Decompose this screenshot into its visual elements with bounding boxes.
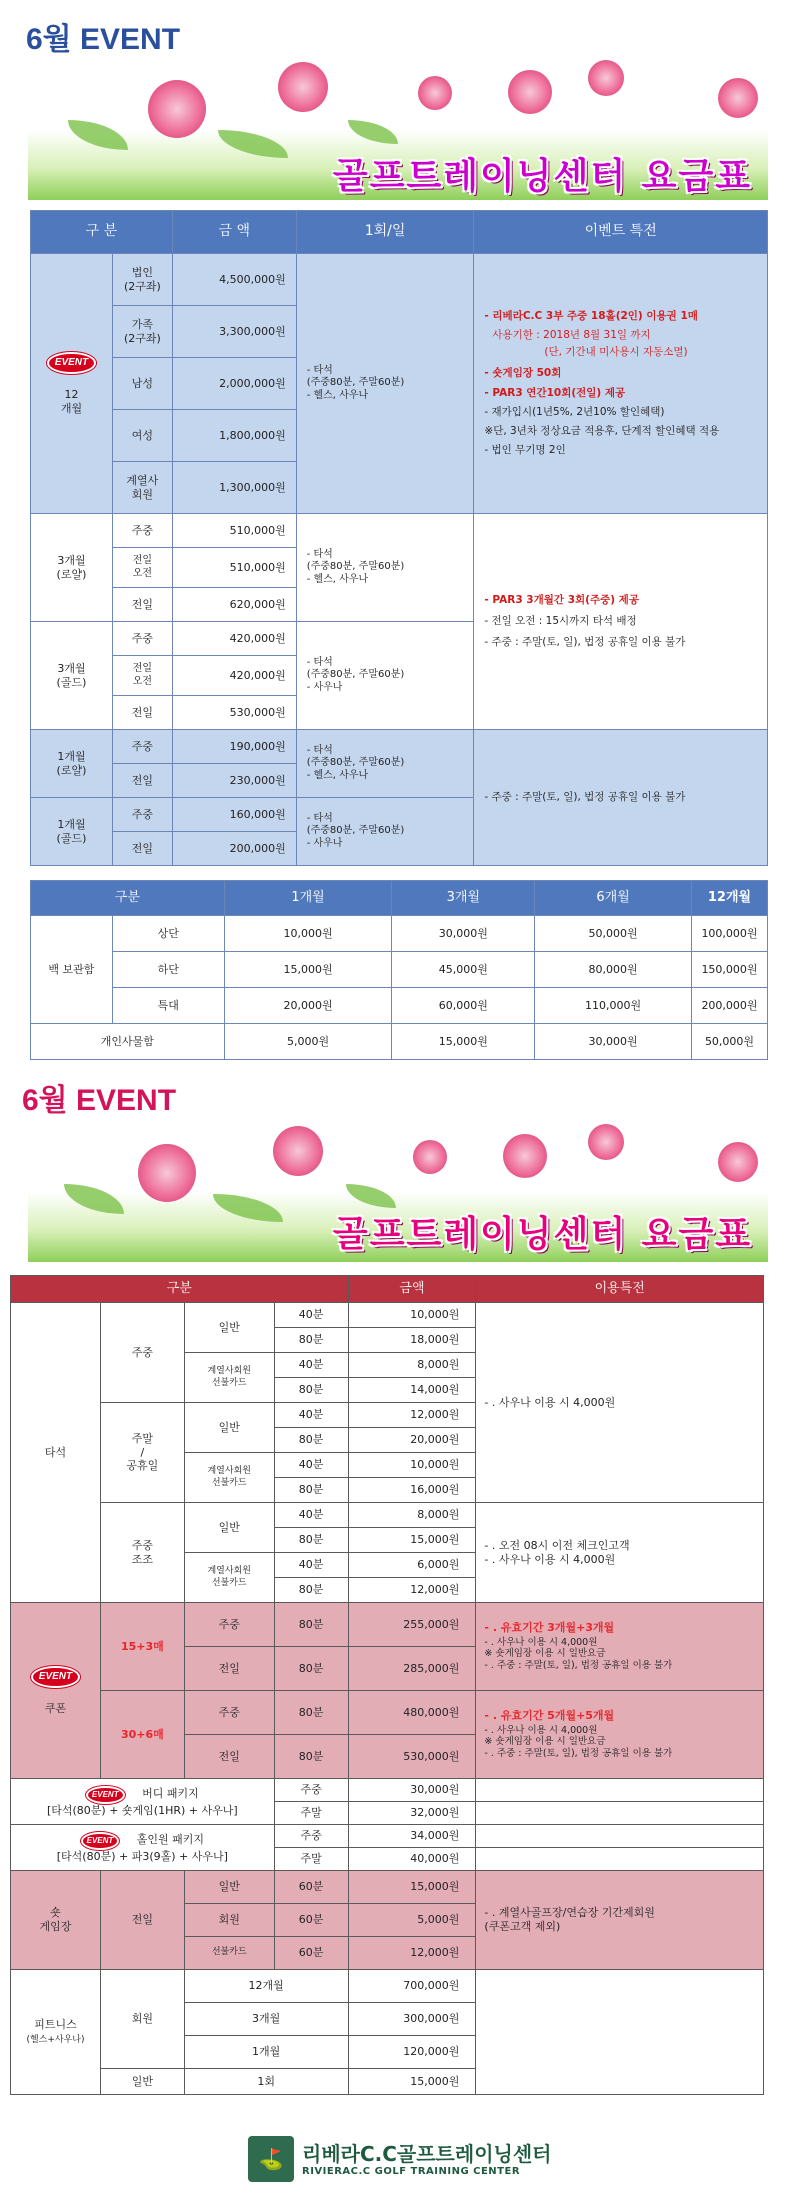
header-benefit: 이용특전 — [476, 1276, 764, 1303]
empty-cell — [476, 1848, 764, 1871]
price-cell: 12,000원 — [348, 1578, 476, 1603]
price-cell: 60,000원 — [392, 988, 535, 1024]
price-cell: 15,000원 — [348, 1528, 476, 1553]
service-cell: - 타석 (주중80분, 주말60분) - 사우나 — [296, 622, 474, 730]
locker-group: 백 보관함 — [31, 916, 113, 1024]
member-type: 전일 — [112, 588, 172, 622]
empty-cell — [476, 1779, 764, 1802]
coupon-30-6: 30+6매 — [100, 1691, 184, 1779]
time-cell: 80분 — [274, 1735, 348, 1779]
group-1-month-gold: 1개월 (골드) — [31, 798, 113, 866]
early-note: - . 오전 08시 이전 체크인고객 - . 사우나 이용 시 4,000원 — [476, 1503, 764, 1603]
price-cell: 15,000원 — [224, 952, 392, 988]
header-6-month: 6개월 — [535, 881, 692, 916]
general-label: 일반 — [184, 1303, 274, 1353]
member-type: 전일 오전 — [112, 656, 172, 696]
header-category: 구분 — [11, 1276, 349, 1303]
price-cell: 18,000원 — [348, 1328, 476, 1353]
time-cell: 40분 — [274, 1453, 348, 1478]
price-cell: 40,000원 — [348, 1848, 476, 1871]
price-cell: 30,000원 — [348, 1779, 476, 1802]
price-cell: 285,000원 — [348, 1647, 476, 1691]
empty-cell — [476, 1825, 764, 1848]
coupon-label: EVENT 쿠폰 — [11, 1603, 101, 1779]
time-cell: 80분 — [274, 1378, 348, 1403]
price-cell: 5,000원 — [224, 1024, 392, 1060]
member-type: 법인 (2구좌) — [112, 254, 172, 306]
price-cell: 160,000원 — [172, 798, 296, 832]
buddy-package: EVENT 버디 패키지 [타석(80분) + 숏게임(1HR) + 사우나] — [11, 1779, 275, 1825]
price-cell: 30,000원 — [392, 916, 535, 952]
price-cell: 300,000원 — [348, 2003, 476, 2036]
price-cell: 100,000원 — [692, 916, 768, 952]
header-category: 구 분 — [31, 211, 173, 254]
service-cell: - 타석 (주중80분, 주말60분) - 헬스, 사우나 — [296, 254, 474, 514]
member-type: 여성 — [112, 410, 172, 462]
early-label: 주중 조조 — [100, 1503, 184, 1603]
price-cell: 120,000원 — [348, 2036, 476, 2069]
time-cell: 60분 — [274, 1871, 348, 1904]
short-game-sub: 전일 — [100, 1871, 184, 1970]
header-amount: 금 액 — [172, 211, 296, 254]
day-cell: 주중 — [184, 1691, 274, 1735]
price-cell: 20,000원 — [348, 1428, 476, 1453]
event-benefit-12: - 리베라C.C 3부 주중 18홀(2인) 이용권 1매 사용기한 : 2018년 8월 31일 까지 (단, 기간내 미사용시 자동소멸) - 숏게임장 50회 - PAR3 연간10회(전일) 제공 - 재가입시(1년5%, 2년10% 할인혜택) ※단, 3년차 정상요금 적용후, 단계적 할인혜택 적용 - 법인 무기명 2인 — [474, 254, 768, 514]
price-cell: 150,000원 — [692, 952, 768, 988]
affiliate-label: 계열사회원 선불카드 — [184, 1553, 274, 1603]
short-game-note: - . 계열사골프장/연습장 기간제회원 (쿠폰고객 제외) — [476, 1871, 764, 1970]
affiliate-label: 계열사회원 선불카드 — [184, 1353, 274, 1403]
sauna-note: - . 사우나 이용 시 4,000원 — [476, 1303, 764, 1503]
time-cell: 80분 — [274, 1328, 348, 1353]
kind-cell: 3개월 — [184, 2003, 348, 2036]
member-type: 주중 — [112, 514, 172, 548]
banner-title: 골프트레이닝센터 요금표 — [332, 156, 752, 197]
golf-swing-icon: ⛳ — [248, 2136, 294, 2182]
price-cell: 480,000원 — [348, 1691, 476, 1735]
event-badge: EVENT — [31, 1666, 80, 1689]
fitness-member: 회원 — [100, 1970, 184, 2069]
price-cell: 620,000원 — [172, 588, 296, 622]
price-cell: 45,000원 — [392, 952, 535, 988]
footer-name-ko: 리베라C.C골프트레이닝센터 — [302, 2142, 552, 2166]
price-cell: 16,000원 — [348, 1478, 476, 1503]
price-cell: 190,000원 — [172, 730, 296, 764]
section1-heading: 6월 EVENT — [26, 23, 181, 56]
fitness-normal: 일반 — [100, 2069, 184, 2095]
price-cell: 255,000원 — [348, 1603, 476, 1647]
price-cell: 50,000원 — [692, 1024, 768, 1060]
price-cell: 8,000원 — [348, 1353, 476, 1378]
day-cell: 전일 — [184, 1735, 274, 1779]
time-cell: 80분 — [274, 1691, 348, 1735]
coupon-15-3: 15+3매 — [100, 1603, 184, 1691]
tasuk-label: 타석 — [11, 1303, 101, 1603]
header-3-month: 3개월 — [392, 881, 535, 916]
service-cell: - 타석 (주중80분, 주말60분) - 사우나 — [296, 798, 474, 866]
banner-title: 골프트레이닝센터 요금표 — [332, 1214, 752, 1255]
price-cell: 15,000원 — [348, 2069, 476, 2095]
time-cell: 80분 — [274, 1428, 348, 1453]
rate-table — [10, 1275, 764, 2095]
section2-heading: 6월 EVENT — [22, 1084, 177, 1117]
kind-cell: 선불카드 — [184, 1937, 274, 1970]
holein-package: EVENT 홀인원 패키지 [타석(80분) + 파3(9홀) + 사우나] — [11, 1825, 275, 1871]
general-label: 일반 — [184, 1503, 274, 1553]
price-cell: 5,000원 — [348, 1904, 476, 1937]
locker-type: 하단 — [112, 952, 224, 988]
kind-cell: 12개월 — [184, 1970, 348, 2003]
time-cell: 60분 — [274, 1937, 348, 1970]
footer-name-en: RIVIERAC.C GOLF TRAINING CENTER — [302, 2166, 521, 2177]
header-amount: 금액 — [348, 1276, 476, 1303]
member-type: 가족 (2구좌) — [112, 306, 172, 358]
fitness-label: 피트니스 (헬스+사우나) — [11, 1970, 101, 2095]
member-type: 전일 — [112, 832, 172, 866]
time-cell: 80분 — [274, 1478, 348, 1503]
event-badge: EVENT — [81, 1832, 120, 1850]
service-cell: - 타석 (주중80분, 주말60분) - 헬스, 사우나 — [296, 730, 474, 798]
kind-cell: 1회 — [184, 2069, 348, 2095]
price-cell: 3,300,000원 — [172, 306, 296, 358]
member-type: 전일 — [112, 764, 172, 798]
day-cell: 주말 — [274, 1802, 348, 1825]
service-cell: - 타석 (주중80분, 주말60분) - 헬스, 사우나 — [296, 514, 474, 622]
member-type: 주중 — [112, 798, 172, 832]
time-cell: 80분 — [274, 1647, 348, 1691]
coupon-note-1: - . 유효기간 3개월+3개월 - . 사우나 이용 시 4,000원 ※ 숏게임장 이용 시 일반요금 - . 주중 : 주말(토, 일), 법정 공휴일 이용 불가 — [476, 1603, 764, 1691]
price-cell: 1,300,000원 — [172, 462, 296, 514]
time-cell: 40분 — [274, 1403, 348, 1428]
price-cell: 34,000원 — [348, 1825, 476, 1848]
price-cell: 32,000원 — [348, 1802, 476, 1825]
price-cell: 2,000,000원 — [172, 358, 296, 410]
price-cell: 15,000원 — [392, 1024, 535, 1060]
price-cell: 10,000원 — [348, 1453, 476, 1478]
price-cell: 510,000원 — [172, 548, 296, 588]
empty-cell — [476, 1802, 764, 1825]
price-cell: 4,500,000원 — [172, 254, 296, 306]
kind-cell: 회원 — [184, 1904, 274, 1937]
group-3-month-royal: 3개월 (로얄) — [31, 514, 113, 622]
locker-type: 상단 — [112, 916, 224, 952]
banner-image — [28, 60, 768, 200]
time-cell: 60분 — [274, 1904, 348, 1937]
time-cell: 40분 — [274, 1353, 348, 1378]
price-cell: 530,000원 — [348, 1735, 476, 1779]
price-cell: 12,000원 — [348, 1403, 476, 1428]
coupon-note-2: - . 유효기간 5개월+5개월 - . 사우나 이용 시 4,000원 ※ 숏게임장 이용 시 일반요금 - . 주중 : 주말(토, 일), 법정 공휴일 이용 불가 — [476, 1691, 764, 1779]
general-label: 일반 — [184, 1403, 274, 1453]
day-cell: 전일 — [184, 1647, 274, 1691]
day-cell: 주중 — [274, 1825, 348, 1848]
price-cell: 200,000원 — [172, 832, 296, 866]
price-cell: 1,800,000원 — [172, 410, 296, 462]
weekend-label: 주말 / 공휴일 — [100, 1403, 184, 1503]
empty-cell — [476, 1970, 764, 2095]
price-cell: 510,000원 — [172, 514, 296, 548]
price-cell: 530,000원 — [172, 696, 296, 730]
day-cell: 주말 — [274, 1848, 348, 1871]
price-cell: 80,000원 — [535, 952, 692, 988]
group-1-month-royal: 1개월 (로얄) — [31, 730, 113, 798]
price-cell: 14,000원 — [348, 1378, 476, 1403]
price-cell: 30,000원 — [535, 1024, 692, 1060]
group-3-month-gold: 3개월 (골드) — [31, 622, 113, 730]
price-cell: 700,000원 — [348, 1970, 476, 2003]
price-cell: 8,000원 — [348, 1503, 476, 1528]
price-cell: 50,000원 — [535, 916, 692, 952]
header-event-benefit: 이벤트 특전 — [474, 211, 768, 254]
price-cell: 12,000원 — [348, 1937, 476, 1970]
time-cell: 80분 — [274, 1578, 348, 1603]
member-type: 남성 — [112, 358, 172, 410]
event-benefit-1: - 주중 : 주말(토, 일), 법정 공휴일 이용 불가 — [474, 730, 768, 866]
day-cell: 주중 — [184, 1603, 274, 1647]
locker-type: 특대 — [112, 988, 224, 1024]
locker-table — [30, 880, 768, 1060]
footer-logo — [248, 2136, 578, 2186]
price-cell: 10,000원 — [224, 916, 392, 952]
kind-cell: 일반 — [184, 1871, 274, 1904]
price-cell: 15,000원 — [348, 1871, 476, 1904]
banner-image — [28, 1122, 768, 1262]
member-type: 주중 — [112, 622, 172, 656]
membership-table — [30, 210, 768, 866]
price-cell: 420,000원 — [172, 622, 296, 656]
weekday-label: 주중 — [100, 1303, 184, 1403]
price-cell: 200,000원 — [692, 988, 768, 1024]
member-type: 계열사 회원 — [112, 462, 172, 514]
member-type: 주중 — [112, 730, 172, 764]
member-type: 전일 — [112, 696, 172, 730]
member-type: 전일 오전 — [112, 548, 172, 588]
short-game-label: 숏 게임장 — [11, 1871, 101, 1970]
header-1-month: 1개월 — [224, 881, 392, 916]
price-cell: 6,000원 — [348, 1553, 476, 1578]
price-cell: 10,000원 — [348, 1303, 476, 1328]
price-cell: 110,000원 — [535, 988, 692, 1024]
affiliate-label: 계열사회원 선불카드 — [184, 1453, 274, 1503]
price-cell: 420,000원 — [172, 656, 296, 696]
price-cell: 20,000원 — [224, 988, 392, 1024]
header-category: 구분 — [31, 881, 225, 916]
event-badge: EVENT — [86, 1786, 125, 1804]
time-cell: 40분 — [274, 1503, 348, 1528]
time-cell: 80분 — [274, 1603, 348, 1647]
kind-cell: 1개월 — [184, 2036, 348, 2069]
day-cell: 주중 — [274, 1779, 348, 1802]
price-cell: 230,000원 — [172, 764, 296, 798]
event-benefit-3: - PAR3 3개월간 3회(주중) 제공 - 전일 오전 : 15시까지 타석 배정 - 주중 : 주말(토, 일), 법정 공휴일 이용 불가 — [474, 514, 768, 730]
time-cell: 80분 — [274, 1528, 348, 1553]
time-cell: 40분 — [274, 1553, 348, 1578]
group-12-month: EVENT 12 개월 — [31, 254, 113, 514]
event-badge: EVENT — [47, 352, 96, 375]
header-per-day: 1회/일 — [296, 211, 474, 254]
time-cell: 40분 — [274, 1303, 348, 1328]
locker-type: 개인사물함 — [31, 1024, 225, 1060]
header-12-month: 12개월 — [692, 881, 768, 916]
